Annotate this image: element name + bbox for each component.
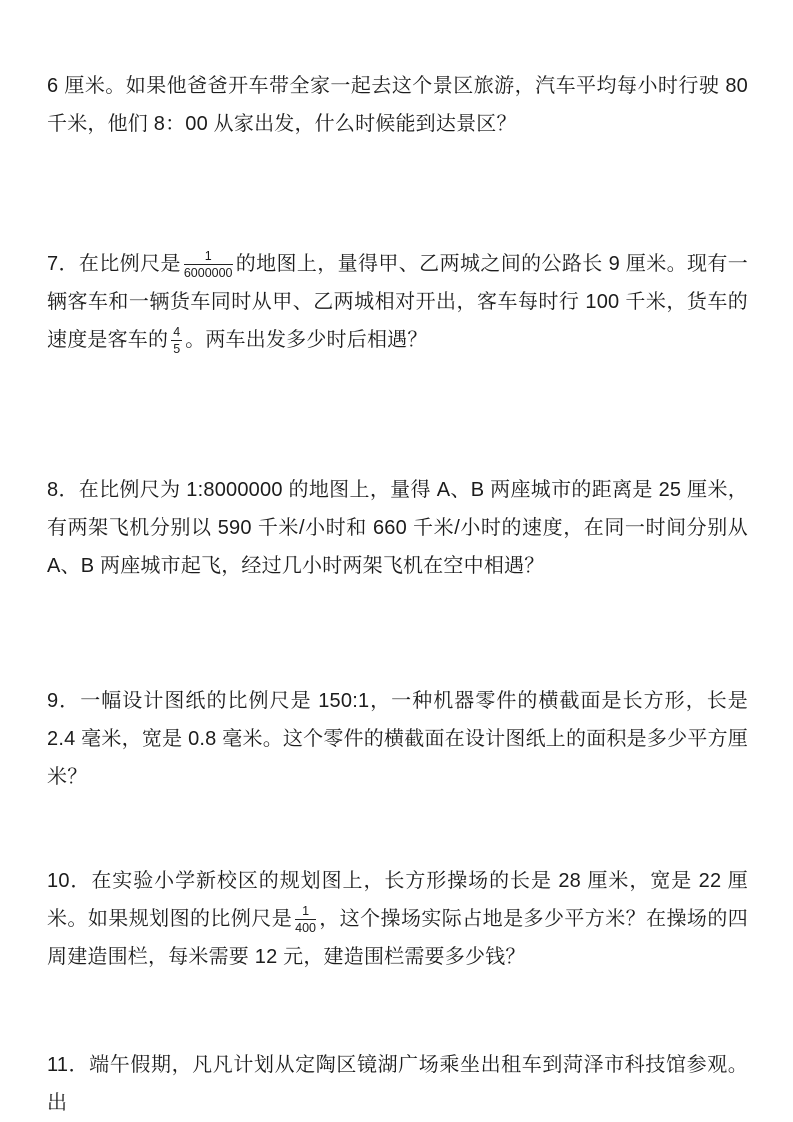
fraction-denominator: 6000000 bbox=[183, 265, 233, 280]
problem-number: 10． bbox=[47, 870, 92, 892]
problem-text-segment: 在比例尺是 bbox=[78, 253, 181, 275]
fraction-numerator: 1 bbox=[184, 250, 233, 266]
problem-text-segment: 。两车出发多少时后相遇？ bbox=[185, 329, 428, 351]
problem-number: 7． bbox=[47, 253, 79, 275]
fraction bbox=[295, 905, 316, 935]
problem-number: 8． bbox=[47, 479, 79, 501]
problem-text-segment: 在实验小学新校区的规划图上，长方形操场的长是 28 厘米，宽是 22 厘米。如果规划图的比例尺是 bbox=[47, 870, 748, 930]
problem-number: 11． bbox=[47, 1054, 90, 1076]
fraction-numerator: 4 bbox=[171, 326, 182, 342]
problem-text-segment: 一幅设计图纸的比例尺是 150:1，一种机器零件的横截面是长方形，长是 2.4 毫米，宽是 0.8 毫米。这个零件的横截面在设计图纸上的面积是多少平方厘米？ bbox=[47, 690, 748, 788]
fraction-numerator: 1 bbox=[295, 905, 316, 921]
problem-11 bbox=[47, 1046, 748, 1122]
fraction bbox=[184, 250, 233, 280]
problem-7 bbox=[47, 245, 748, 359]
problem-number: 9． bbox=[47, 690, 81, 712]
problem-6-continuation bbox=[47, 67, 748, 143]
problem-text: 6 厘米。如果他爸爸开车带全家一起去这个景区旅游，汽车平均每小时行驶 80 千米，他们 8：00 从家出发，什么时候能到达景区？ bbox=[47, 75, 748, 135]
fraction-denominator: 400 bbox=[295, 920, 316, 935]
problem-text-segment: 的地图上，量得甲、乙两城之间的公路长 9 厘米。现有一辆客车和一辆货车同时从甲、乙两城相对开出，客车每时行 100 千米，货车的速度是客车的 bbox=[47, 253, 749, 351]
problem-10 bbox=[47, 862, 748, 976]
problem-text-segment: 端午假期，凡凡计划从定陶区镜湖广场乘坐出租车到菏泽市科技馆参观。出 bbox=[47, 1054, 748, 1114]
problem-text-segment: ，这个操场实际占地是多少平方米？在操场的四周建造围栏，每米需要 12 元，建造围栏需要多少钱？ bbox=[47, 908, 748, 968]
fraction bbox=[171, 326, 182, 356]
problem-9 bbox=[47, 682, 748, 796]
problem-text-segment: 在比例尺为 1:8000000 的地图上，量得 A、B 两座城市的距离是 25 厘米，有两架飞机分别以 590 千米/小时和 660 千米/小时的速度，在同一时间分别从 A、B 两座城市起飞，经过几小时两架飞机在空中相遇？ bbox=[47, 479, 748, 577]
problem-8 bbox=[47, 471, 748, 585]
fraction-denominator: 5 bbox=[173, 341, 181, 356]
